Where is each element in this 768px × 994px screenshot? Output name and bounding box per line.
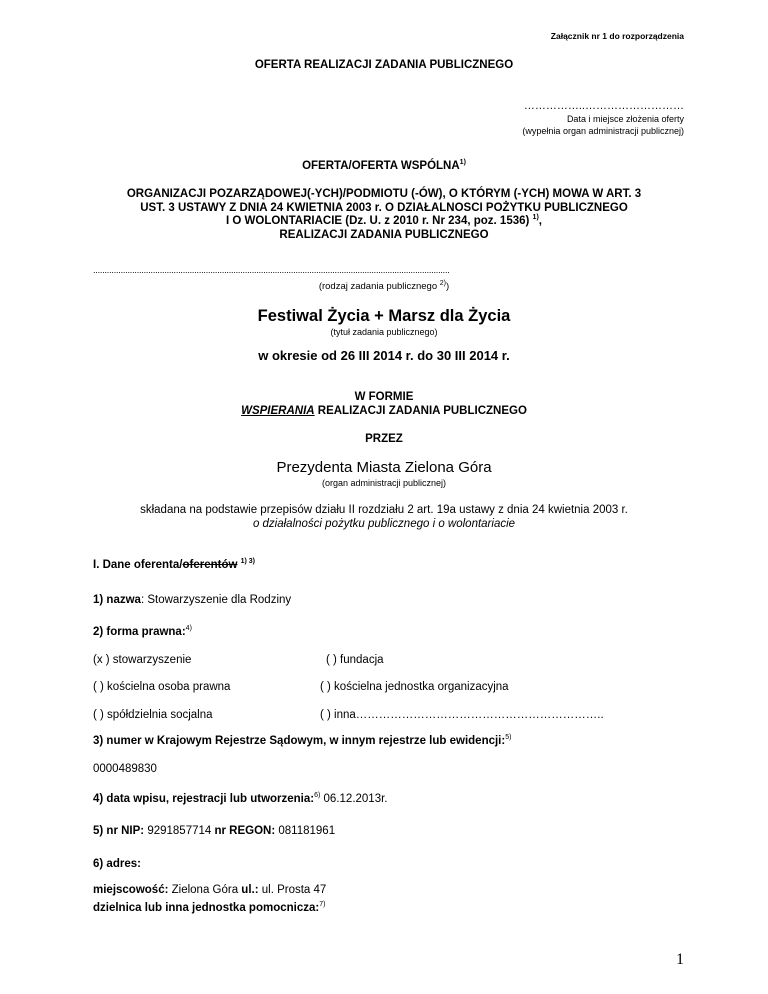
offer-heading [0,160,768,172]
org-heading [0,188,768,242]
section-title: I. Dane oferenta/oferentów $^{1) 3)}$ [93,558,256,571]
footnote-ref: 4) [185,625,192,633]
field-value: Zielona Góra [168,884,242,896]
option-other[interactable]: ( ) inna……………………………………………………….. [320,709,604,721]
date-place-dots: ……………..……………………… [523,100,684,112]
field-label: 2) forma prawna: [93,626,186,638]
field-label: miejscowość: [93,884,169,896]
footnote-ref: 1) 3) [240,558,256,566]
field-label: dzielnica lub inna jednostka pomocnicza: [93,902,320,914]
date-place-block [464,100,684,137]
field-label: ul.: [241,884,259,896]
struck-text: oferentów [182,559,238,571]
field-legal-form [93,626,192,638]
authority-name: Prezydenta Miasta Zielona Góra [276,459,492,476]
field-value: 9291857714 [144,825,215,837]
footnote-ref: 2) [439,279,446,287]
form-heading [0,390,768,418]
offer-heading-text: OFERTA/OFERTA WSPÓLNA [302,160,460,172]
footnote-ref: 6) [314,792,321,800]
field-registration-date [93,793,388,805]
field-nip-regon [93,825,335,837]
legal-basis [0,503,768,531]
form-heading-line: WSPIERANIA REALIZACJI ZADANIA PUBLICZNEGO [241,405,527,417]
field-address: 6) adres: [93,858,141,870]
task-title-label: (tytuł zadania publicznego) [330,327,438,337]
authority-label: (organ administracji publicznej) [321,478,447,488]
org-heading-line: I O WOLONTARIACIE (Dz. U. z 2010 r. Nr 234, poz. 1536) $^{1)}$, [226,214,542,227]
field-label: nr REGON: [214,825,276,837]
footnote-ref: 5) [505,734,512,742]
field-value: : Stowarzyszenie dla Rodziny [140,594,292,606]
org-heading-line: UST. 3 USTAWY Z DNIA 24 KWIETNIA 2003 r. O DZIAŁALNOSCI POŻYTKU PUBLICZNEGO [140,201,628,214]
org-heading-line: REALIZACJI ZADANIA PUBLICZNEGO [279,228,489,241]
task-title: Festiwal Życia + Marsz dla Życia [257,307,511,325]
field-district [93,902,325,914]
field-krs [93,735,511,747]
date-place-label: Data i miejsce złożenia oferty [566,114,684,124]
page-number: 1 [676,951,684,968]
option-foundation[interactable]: ( ) fundacja [326,654,384,666]
field-krs-value: 0000489830 [93,763,157,775]
footnote-ref: 7) [319,901,326,909]
field-value: ul. Prosta 47 [258,884,327,896]
field-value: 06.12.2013r. [320,793,388,805]
option-church-unit[interactable]: ( ) kościelna jednostka organizacyjna [320,681,509,693]
through-label: PRZEZ [365,433,403,445]
option-church-legal-person[interactable]: ( ) kościelna osoba prawna [93,681,231,693]
option-social-cooperative[interactable]: ( ) spółdzielnia socjalna [93,709,213,721]
task-type-label: (rodzaj zadania publicznego $^{2)}$) [318,279,450,292]
form-type: WSPIERANIA [241,405,315,417]
form-heading-line: W FORMIE [354,391,414,403]
legal-basis-act: o działalności pożytku publicznego i o wolontariacie [252,518,516,530]
field-city-street [93,884,326,896]
field-name [93,594,291,606]
footnote-ref: 1) [459,159,466,167]
field-label: 5) nr NIP: [93,825,145,837]
field-value: 081181961 [275,825,336,837]
annex-note: Załącznik nr 1 do rozporządzenia [550,31,684,41]
task-period: w okresie od 26 III 2014 r. do 30 III 2014 r. [258,348,510,363]
date-place-note: (wypełnia organ administracji publicznej) [522,126,684,136]
field-label: 1) nazwa [93,594,141,606]
legal-basis-line: składana na podstawie przepisów działu II rozdziału 2 art. 19a ustawy z dnia 24 kwietnia 2003 r. [140,504,628,516]
option-association[interactable]: (x ) stowarzyszenie [93,654,192,666]
footnote-ref: 1) [532,214,539,222]
task-type-dots: ........................................................................................................................................................... [93,265,450,275]
main-title: OFERTA REALIZACJI ZADANIA PUBLICZNEGO [254,59,514,71]
org-heading-line: ORGANIZACJI POZARZĄDOWEJ(-YCH)/PODMIOTU (-ÓW), O KTÓRYM (-YCH) MOWA W ART. 3 [126,188,642,200]
field-label: 3) numer w Krajowym Rejestrze Sądowym, w innym rejestrze lub ewidencji: [93,735,506,747]
field-label: 4) data wpisu, rejestracji lub utworzenia: [93,793,315,805]
